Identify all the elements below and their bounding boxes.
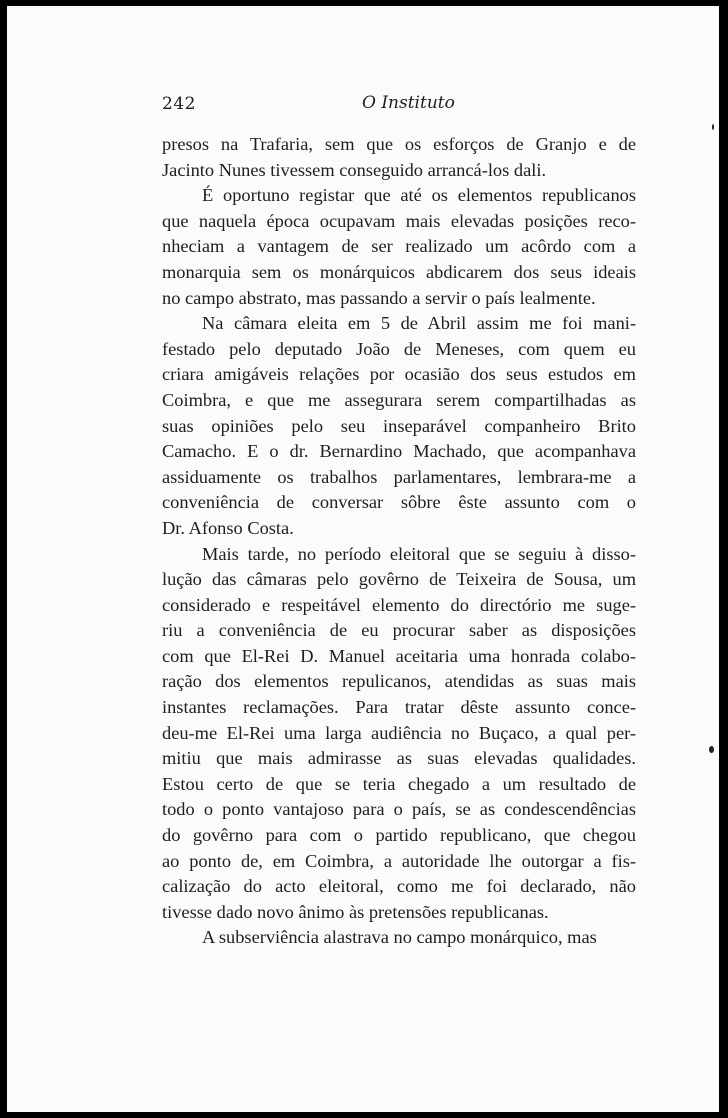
text-line: criara amigáveis relações por ocasião dos seus estudos em	[162, 364, 636, 385]
text-line: que naquela época ocupavam mais elevadas posições reco-	[162, 210, 636, 231]
text-line: Na câmara eleita em 5 de Abril assim me foi mani-	[202, 313, 636, 334]
text-line: riu a conveniência de eu procurar saber as disposições	[162, 620, 636, 641]
body-text	[162, 132, 636, 951]
text-line: conveniência de conversar sôbre êste assunto com o	[162, 492, 636, 513]
text-line: do govêrno para com o partido republicano, que chegou	[162, 825, 636, 846]
text-line: todo o ponto vantajoso para o país, se as condescendências	[162, 799, 636, 820]
text-line: festado pelo deputado João de Meneses, com quem eu	[162, 338, 636, 359]
page-number: 242	[162, 94, 196, 114]
text-line: instantes reclamações. Para tratar dêste assunto conce-	[162, 697, 636, 718]
text-line: deu-me El-Rei uma larga audiência no Buçaco, a qual per-	[162, 722, 636, 743]
text-line: Camacho. E o dr. Bernardino Machado, que acompanhava	[162, 441, 636, 462]
text-line: nheciam a vantagem de ser realizado um acôrdo com a	[162, 236, 636, 257]
text-line: considerado e respeitável elemento do directório me suge-	[162, 594, 636, 615]
paragraph	[162, 132, 636, 183]
text-line: no campo abstrato, mas passando a servir o país lealmente.	[162, 287, 596, 308]
text-line: suas opiniões pelo seu inseparável companheiro Brito	[162, 415, 636, 436]
running-title: O Instituto	[362, 93, 455, 113]
text-line: monarquia sem os monárquicos abdicarem dos seus ideais	[162, 261, 636, 282]
paragraph	[162, 183, 636, 311]
text-line: presos na Trafaria, sem que os esforços de Granjo e de	[162, 134, 636, 154]
paragraph	[162, 311, 636, 541]
text-line: com que El-Rei D. Manuel aceitaria uma honrada colabo-	[162, 645, 636, 666]
text-line: A subserviência alastrava no campo monárquico, mas	[202, 927, 597, 948]
paragraph	[162, 542, 636, 926]
text-line: Mais tarde, no período eleitoral que se seguiu à disso-	[202, 543, 636, 564]
text-line: Jacinto Nunes tivessem conseguido arrancá-los dali.	[162, 159, 547, 180]
text-line: mitiu que mais admirasse as suas elevadas qualidades.	[162, 748, 636, 769]
text-line: Estou certo de que se teria chegado a um resultado de	[162, 773, 636, 794]
text-line: É oportuno registar que até os elementos republicanos	[202, 185, 636, 206]
text-line: Dr. Afonso Costa.	[162, 517, 294, 538]
text-line: ração dos elementos repulicanos, atendidas as suas mais	[162, 671, 636, 692]
text-line: ao ponto de, em Coimbra, a autoridade lhe outorgar a fis-	[162, 850, 636, 871]
print-speck	[709, 746, 714, 753]
book-page	[7, 6, 719, 1112]
text-line: lução das câmaras pelo govêrno de Teixeira de Sousa, um	[162, 569, 636, 590]
paragraph	[162, 925, 636, 951]
text-line: assiduamente os trabalhos parlamentares, lembrara-me a	[162, 466, 636, 487]
print-speck	[712, 124, 714, 130]
text-line: calização do acto eleitoral, como me foi declarado, não	[162, 876, 636, 897]
text-line: Coimbra, e que me assegurara serem compartilhadas as	[162, 389, 636, 410]
text-line: tivesse dado novo ânimo às pretensões republicanas.	[162, 901, 549, 922]
